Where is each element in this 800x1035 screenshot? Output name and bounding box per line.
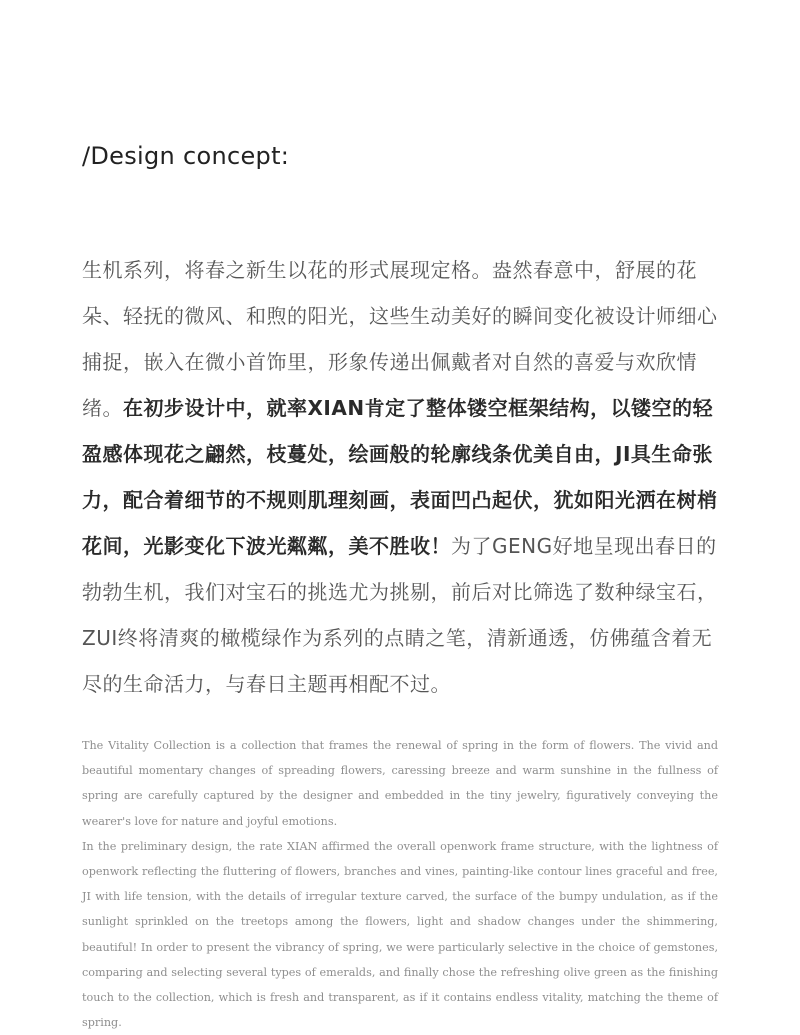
chinese-closing-text: 为了GENG好地呈现出春日的勃勃生机，我们对宝石的挑选尤为挑剔，前后对比筛选了数种绿宝石，ZUI终将清爽的橄榄绿作为系列的点睛之笔，清新通透，仿佛蕴含着无尽的生命活力，与春日主题再相配不过。 xyxy=(82,534,718,696)
english-paragraph-2: In the preliminary design, the rate XIAN affirmed the overall openwork frame structure, with the lightness of openwork reflecting the fluttering of flowers, branches and vines, painting-like contour lines graceful and free, JI with life tension, with the details of irregular texture carved, the surface of the bumpy undulation, as if the sunlight sprinkled on the treetops among the flowers, light and shadow changes under the shimmering, beautiful! In order to present the vibrancy of spring, we were particularly selective in the choice of gemstones, comparing and selecting several types of emeralds, and finally chose the refreshing olive green as the finishing touch to the collection, which is fresh and transparent, as if it contains endless vitality, matching the theme of spring. xyxy=(82,839,718,1030)
chinese-description xyxy=(82,247,722,707)
chinese-intro-text: 生机系列，将春之新生以花的形式展现定格。盎然春意中，舒展的花朵、轻抚的微风、和煦的阳光，这些生动美好的瞬间变化被设计师细心捕捉，嵌入在微小首饰里，形象传递出佩戴者对自然的喜爱与欢欣情绪。 xyxy=(82,258,718,420)
chinese-emphasis-text: 在初步设计中，就率XIAN肯定了整体镂空框架结构，以镂空的轻盈感体现花之翩然，枝蔓处，绘画般的轮廓线条优美自由，JI具生命张力，配合着细节的不规则肌理刻画，表面凹凸起伏，犹如阳光洒在树梢花间，光影变化下波光粼粼，美不胜收！ xyxy=(82,396,718,558)
page-title: /Design concept: xyxy=(82,142,290,170)
english-description xyxy=(82,733,718,1035)
english-paragraph-1: The Vitality Collection is a collection that frames the renewal of spring in the form of flowers. The vivid and beautiful momentary changes of spreading flowers, caressing breeze and warm sunshine in the fullness of spring are carefully captured by the designer and embedded in the tiny jewelry, figuratively conveying the wearer's love for nature and joyful emotions. xyxy=(82,739,718,828)
